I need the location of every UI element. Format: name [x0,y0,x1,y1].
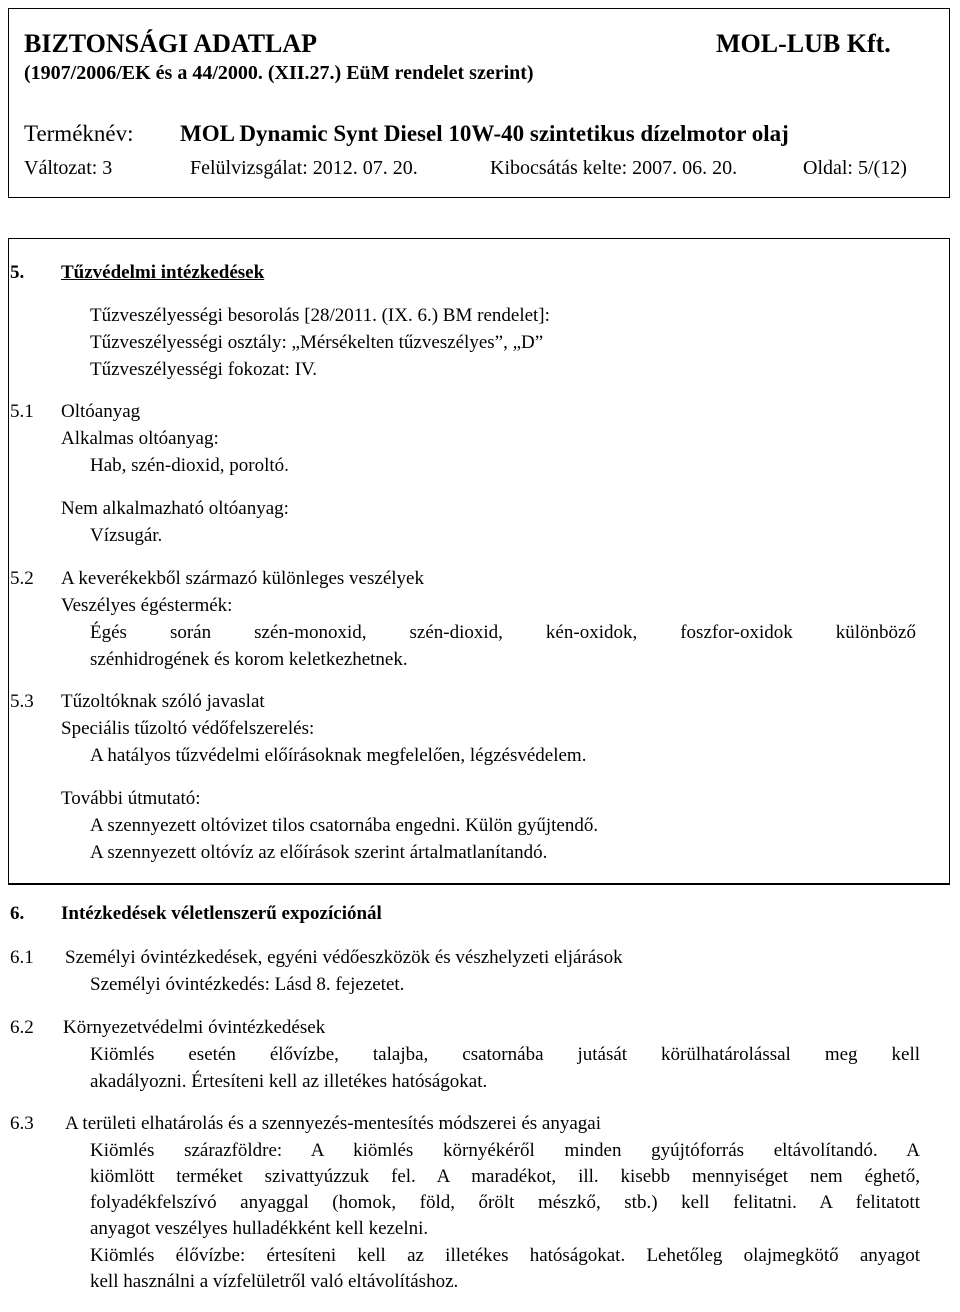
section-5-2-number: 5.2 [10,568,34,589]
section-6-3-p1-line3: folyadékfelszívó anyaggal (homok, föld, őrölt mészkő, stb.) kell felitatni. A felitatott [90,1192,920,1213]
section-6-3-p1-line2: kiömlött terméket szivattyúzzuk fel. A maradékot, ill. kisebb mennyiséget nem éghető, [90,1166,920,1187]
section-6-1-text: Személyi óvintézkedés: Lásd 8. fejezetet. [90,974,405,995]
protective-equipment-value: A hatályos tűzvédelmi előírásoknak megfelelően, légzésvédelem. [90,745,587,766]
hazardous-combustion-text-line1: Égés során szén-monoxid, szén-dioxid, kén-oxidok, foszfor-oxidok különböző [90,622,916,643]
section-6-3-p1-line1: Kiömlés szárazföldre: A kiömlés környékéről minden gyújtóforrás eltávolítandó. A [90,1140,920,1161]
section-6-2-text-line2: akadályozni. Értesíteni kell az illetékes hatóságokat. [90,1071,488,1092]
section-6-1-number: 6.1 [10,947,34,968]
section-6-3-p2-line2: kell használni a vízfelületről való eltávolításhoz. [90,1271,459,1292]
section-6-3-p1-line4: anyagot veszélyes hulladékként kell kezelni. [90,1218,429,1239]
section-5-3-number: 5.3 [10,691,34,712]
section-6-2-text-line1: Kiömlés esetén élővízbe, talajba, csatornába jutását körülhatárolással meg kell [90,1044,920,1065]
further-guidance-line1: A szennyezett oltóvizet tilos csatornába engedni. Külön gyűjtendő. [90,815,599,836]
protective-equipment-label: Speciális tűzoltó védőfelszerelés: [61,718,315,739]
section-5-3-title: Tűzoltóknak szóló javaslat [61,691,265,712]
suitable-media-value: Hab, szén-dioxid, poroltó. [90,455,289,476]
section-6-title: Intézkedések véletlenszerű expozíciónál [61,903,382,924]
issue-date: Kibocsátás kelte: 2007. 06. 20. [490,157,738,179]
fire-classification-line: Tűzveszélyességi besorolás [28/2011. (IX. 6.) BM rendelet]: [90,305,550,326]
section-6-1-title: Személyi óvintézkedések, egyéni védőeszközök és vészhelyzeti eljárások [65,947,623,968]
section-6-divider [8,883,950,884]
company-name: MOL-LUB Kft. [716,29,891,58]
unsuitable-media-value: Vízsugár. [90,525,163,546]
further-guidance-line2: A szennyezett oltóvíz az előírások szerint ártalmatlanítandó. [90,842,548,863]
section-6-3-title: A területi elhatárolás és a szennyezés-mentesítés módszerei és anyagai [65,1113,601,1134]
fire-degree-line: Tűzveszélyességi fokozat: IV. [90,359,318,380]
section-5-number: 5. [10,262,25,283]
version-info: Változat: 3 [24,157,113,179]
document-title: BIZTONSÁGI ADATLAP [24,29,318,58]
section-5-title: Tűzvédelmi intézkedések [61,262,265,283]
section-6-3-number: 6.3 [10,1113,34,1134]
section-6-2-number: 6.2 [10,1017,34,1038]
further-guidance-label: További útmutató: [61,788,201,809]
section-5-1-number: 5.1 [10,401,34,422]
fire-class-line: Tűzveszélyességi osztály: „Mérsékelten tűzveszélyes”, „D” [90,332,544,353]
section-6-2-title: Környezetvédelmi óvintézkedések [63,1017,326,1038]
page-number: Oldal: 5/(12) [803,157,907,179]
unsuitable-media-label: Nem alkalmazható oltóanyag: [61,498,289,519]
section-5-1-title: Oltóanyag [61,401,141,422]
hazardous-combustion-text-line2: szénhidrogének és korom keletkezhetnek. [90,649,408,670]
hazardous-combustion-label: Veszélyes égéstermék: [61,595,233,616]
product-label: Terméknév: [24,121,134,146]
suitable-media-label: Alkalmas oltóanyag: [61,428,219,449]
regulation-reference: (1907/2006/EK és a 44/2000. (XII.27.) EüM rendelet szerint) [24,62,534,84]
revision-date: Felülvizsgálat: 2012. 07. 20. [190,157,418,179]
product-name: MOL Dynamic Synt Diesel 10W-40 szintetikus dízelmotor olaj [180,121,789,146]
section-6-3-p2-line1: Kiömlés élővízbe: értesíteni kell az illetékes hatóságokat. Lehetőleg olajmegkötő anyagot [90,1245,920,1266]
section-5-2-title: A keverékekből származó különleges veszélyek [61,568,424,589]
section-6-number: 6. [10,903,25,924]
